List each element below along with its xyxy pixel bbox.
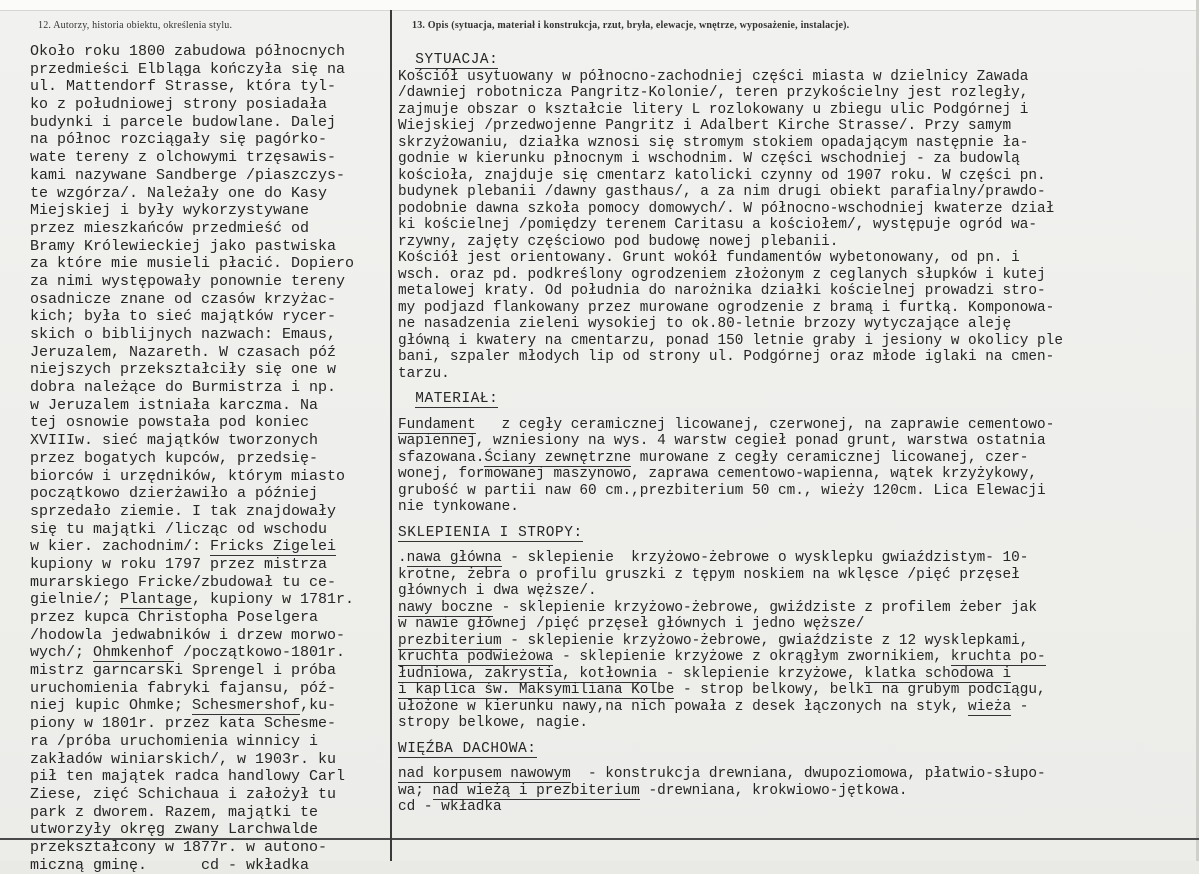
- text-segment: bani, szpaler młodych lip od strony ul. Podgórnej oraz młode iglaki na cmen-: [398, 349, 1055, 365]
- text-segment: Ziese, zięć Schichaua i założył tu: [30, 785, 337, 803]
- text-line: [30, 521, 388, 539]
- text-segment: - sklepienie krzyżowe z okrągłym zwornikiem,: [553, 649, 951, 665]
- text-segment: Około roku 1800 zabudowa północnych: [30, 43, 346, 60]
- text-segment: -drewniana, krokwiowo-jętkowa.: [639, 782, 908, 799]
- text-line: [398, 349, 1194, 366]
- paper-top-edge: [0, 0, 1199, 11]
- text-segment: wonej, formowanej maszynowo, zaprawa cementowo-wapienna, wątek krzyżykowy,: [398, 466, 1038, 482]
- text-segment: [398, 391, 415, 407]
- text-line: [30, 114, 388, 132]
- underlined-term: nawy boczne: [398, 599, 493, 616]
- text-line: [398, 583, 1194, 600]
- section-header-12: 12. Autorzy, historia obiektu, określenia stylu.: [38, 20, 233, 31]
- line-gap: [398, 757, 1194, 766]
- text-segment: za które mie musieli płacić. Dopiero: [30, 255, 355, 273]
- text-segment: na północ rozciągały się pagórko-: [30, 131, 328, 149]
- line-gap: [398, 541, 1194, 550]
- text-line: [398, 666, 1194, 683]
- text-segment: - sklepienie krzyżowo-żebrowe o wysklepku gwiaździstym- 10-: [501, 550, 1029, 566]
- text-line: [398, 600, 1194, 617]
- text-line: [398, 300, 1194, 317]
- text-segment: wate tereny z olchowymi trzęsawis-: [30, 149, 337, 167]
- text-segment: mistrz garncarski Sprengel i próba: [30, 662, 337, 680]
- text-segment: Wiejskiej /przedwojenne Pangritz i Adalbert Kirche Strasse/. Przy samym: [398, 118, 1012, 134]
- text-segment: krotne, żebra o profilu gruszki z tępym noskiem na wklęsce /pięć przęseł: [398, 566, 1020, 583]
- text-line: [30, 627, 388, 645]
- text-line: [30, 96, 388, 114]
- text-segment: nie tynkowane.: [398, 499, 519, 515]
- underlined-term: nawa główna: [406, 550, 502, 566]
- text-line: [398, 234, 1194, 251]
- text-line: [398, 69, 1194, 86]
- text-line: [30, 432, 388, 450]
- text-segment: grubość w partii naw 60 cm.,prezbiterium 50 cm., wieży 120cm. Lica Elewacji: [398, 482, 1046, 499]
- text-line: [398, 433, 1194, 450]
- text-line: [30, 768, 388, 786]
- text-segment: za nimi występowały ponownie tereny: [30, 272, 346, 290]
- underlined-term: Ściany zewnętrzne: [484, 449, 632, 466]
- text-line: [398, 333, 1194, 350]
- text-segment: sfazowana.: [398, 449, 485, 466]
- text-segment: - sklepienie krzyżowo-żebrowe, gwiździste z profilem żeber jak: [493, 599, 1038, 616]
- text-line: [30, 167, 388, 185]
- text-segment: /dawniej robotnicza Pangritz-Kolonie/, teren przykościelny jest rozległy,: [398, 85, 1029, 101]
- underlined-term: klatka schodowa i: [864, 665, 1012, 682]
- text-segment: tej osnowie powstała pod koniec: [30, 414, 310, 432]
- text-line: [30, 255, 388, 273]
- text-line: [30, 503, 388, 521]
- text-segment: sprzedało ziemie. I tak znajdowały: [30, 502, 337, 520]
- text-segment: Miejskiej i były wykorzystywane: [30, 202, 310, 220]
- text-line: [30, 344, 388, 362]
- text-segment: skich o biblijnych nazwach: Emaus,: [30, 326, 337, 343]
- description-column: [398, 52, 1194, 816]
- line-gap: [398, 382, 1194, 391]
- text-line: [398, 151, 1194, 168]
- text-segment: - sklepienie krzyżowo-żebrowe, gwiaździste z 12 wysklepkami,: [501, 632, 1029, 649]
- text-segment: skrzyżowaniu, działka wznosi się stromym stokiem opadającym następnie ła-: [398, 134, 1029, 151]
- text-line: [30, 839, 388, 857]
- text-segment: przez kupca Christopha Poselgera: [30, 609, 319, 626]
- text-line: [398, 741, 1194, 758]
- text-segment: -: [1011, 698, 1029, 715]
- text-line: [30, 609, 388, 627]
- text-segment: ul. Mattendorf Strasse, która tyl-: [30, 78, 337, 96]
- text-line: [398, 135, 1194, 152]
- text-segment: ,ku-: [300, 697, 337, 715]
- underlined-term: Ohmkenhof: [93, 644, 175, 662]
- text-line: [30, 185, 388, 203]
- text-segment: początkowo dzierżawiło a później: [30, 485, 319, 503]
- underlined-term: kruchta po-: [950, 649, 1046, 665]
- text-segment: zakładów winiarskich/, w 1903r. ku: [30, 750, 337, 768]
- text-segment: budynek plebanii /dawny gasthaus/, a za nim drugi obiekt parafialny/prawdo-: [398, 184, 1046, 200]
- text-segment: ułożone w kierunku nawy,na nich powała z desek łączonych na styk,: [398, 698, 968, 715]
- text-line: [398, 366, 1194, 383]
- text-line: [398, 783, 1194, 800]
- underlined-term: łudniowa, zakrystia, kotłownia: [398, 665, 658, 682]
- underlined-term: i kaplica św. Maksymiliana Kolbe: [398, 682, 675, 698]
- text-segment: kich; była to sieć majątków rycer-: [30, 308, 337, 326]
- text-segment: niejszych przekształciły się one w: [30, 361, 337, 379]
- text-segment: główną i kwatery na cmentarzu, ponad 150 letnie graby i jesiony w okolicy ple: [398, 332, 1063, 349]
- text-line: [398, 250, 1194, 267]
- text-segment: miczną gminę. cd - wkładka: [30, 856, 310, 874]
- text-line: [30, 574, 388, 592]
- text-line: [398, 483, 1194, 500]
- text-segment: przez mieszkańców przedmieść od: [30, 219, 310, 237]
- text-line: [398, 118, 1194, 135]
- text-line: [30, 857, 388, 874]
- section-heading: SKLEPIENIA I STROPY:: [398, 524, 583, 541]
- underlined-term: Plantage: [120, 591, 193, 609]
- text-segment: w Jeruzalem istniała karczma. Na: [30, 396, 319, 414]
- text-segment: /hodowla jedwabników i drzew morwo-: [30, 626, 346, 644]
- text-line: [398, 316, 1194, 333]
- text-segment: gielnie/;: [30, 591, 121, 609]
- text-segment: uruchomienia fabryki fajansu, póź-: [30, 679, 337, 697]
- text-line: [30, 149, 388, 167]
- line-gap: [398, 732, 1194, 741]
- text-segment: ne nasadzenia zieleni wysokiej to ok.80-letnie brzozy wytyczające aleję: [398, 316, 1012, 332]
- text-line: [30, 715, 388, 733]
- text-line: [398, 633, 1194, 650]
- text-segment: XVIIIw. sieć majątków tworzonych: [30, 432, 319, 450]
- text-line: [30, 556, 388, 574]
- text-segment: park z dworem. Razem, majątki te: [30, 803, 319, 821]
- text-segment: murowane z cegły ceramicznej licowanej, czer-: [631, 449, 1029, 466]
- text-line: [398, 525, 1194, 542]
- text-line: [30, 326, 388, 344]
- text-segment: murarskiego Fricke/zbudował tu ce-: [30, 573, 337, 591]
- text-line: [30, 220, 388, 238]
- underlined-term: nad wieżą i prezbiterium: [432, 782, 640, 799]
- text-line: [30, 804, 388, 822]
- text-line: [30, 680, 388, 698]
- text-segment: wapiennej, wzniesiony na wys. 4 warstw cegieł ponad grunt, warstwa ostatnia: [398, 433, 1046, 449]
- text-line: [398, 217, 1194, 234]
- text-segment: przedmieści Elbląga kończyła się na: [30, 60, 346, 78]
- text-segment: [398, 52, 415, 68]
- text-segment: biorców i urzędników, którym miasto: [30, 467, 346, 485]
- text-segment: Jeruzalem, Nazareth. W czasach póź: [30, 343, 337, 361]
- text-segment: kami nazywane Sandberge /piaszczys-: [30, 166, 346, 184]
- text-segment: wych/;: [30, 644, 94, 662]
- text-line: [30, 468, 388, 486]
- section-heading: WIĘŹBA DACHOWA:: [398, 740, 537, 757]
- text-line: [398, 201, 1194, 218]
- text-line: [30, 733, 388, 751]
- text-segment: kupiony w roku 1797 przez mistrza: [30, 555, 328, 573]
- text-segment: - konstrukcja drewniana, dwupoziomowa, płatwio-słupo-: [570, 766, 1046, 782]
- text-segment: wa;: [398, 782, 433, 799]
- text-line: [398, 616, 1194, 633]
- text-segment: głównych i dwa węższe/.: [398, 583, 597, 599]
- text-line: [30, 379, 388, 397]
- text-line: [398, 715, 1194, 732]
- text-segment: przekształcony w 1877r. w autono-: [30, 838, 328, 856]
- text-segment: osadnicze znane od czasów krzyżac-: [30, 290, 337, 308]
- text-line: [398, 168, 1194, 185]
- text-line: [30, 485, 388, 503]
- underlined-term: kruchta podwieżowa: [398, 649, 554, 665]
- text-line: [398, 391, 1194, 408]
- text-line: [30, 238, 388, 256]
- text-line: [30, 202, 388, 220]
- text-line: [398, 52, 1194, 69]
- text-segment: .: [398, 550, 407, 566]
- text-segment: godnie w kierunku płnocnym i wschodnim. W części wschodniej - za budowlą: [398, 151, 1020, 167]
- text-segment: ko z południowej strony posiadała: [30, 96, 328, 114]
- text-segment: ra /próba uruchomienia winnicy i: [30, 732, 319, 750]
- text-line: [398, 766, 1194, 783]
- text-segment: Kościół usytuowany w północno-zachodniej części miasta w dzielnicy Zawada: [398, 68, 1029, 85]
- underlined-term: nad korpusem nawowym: [398, 766, 571, 782]
- text-segment: w kier. zachodnim/:: [30, 538, 211, 556]
- text-line: [30, 591, 388, 609]
- line-gap: [398, 408, 1194, 417]
- text-line: [398, 184, 1194, 201]
- text-line: [30, 450, 388, 468]
- text-line: [398, 283, 1194, 300]
- text-segment: piony w 1801r. przez kata Schesme-: [30, 715, 337, 733]
- text-line: [398, 466, 1194, 483]
- text-line: [398, 682, 1194, 699]
- text-segment: niej kupic Ohmke;: [30, 697, 193, 715]
- text-line: [398, 567, 1194, 584]
- text-line: [30, 273, 388, 291]
- text-segment: te wzgórza/. Należały one do Kasy: [30, 184, 328, 202]
- text-segment: się tu majątki /licząc od wschodu: [30, 520, 328, 538]
- text-segment: , kupiony w 1781r.: [192, 591, 355, 609]
- text-segment: dobra należące do Burmistrza i np.: [30, 379, 337, 397]
- history-column: [30, 43, 388, 874]
- text-segment: rzywny, zajęty częściowo pod budowę nowej plebanii.: [398, 233, 839, 250]
- text-line: [30, 414, 388, 432]
- column-divider: [390, 10, 392, 861]
- text-segment: /początkowo-1801r.: [174, 644, 346, 662]
- text-line: [398, 649, 1194, 666]
- text-segment: stropy belkowe, nagie.: [398, 715, 588, 731]
- text-line: [398, 450, 1194, 467]
- text-segment: - strop belkowy, belki na grubym podciągu,: [674, 682, 1046, 698]
- text-line: [398, 499, 1194, 516]
- text-line: [30, 361, 388, 379]
- line-gap: [398, 516, 1194, 525]
- text-line: [30, 291, 388, 309]
- text-segment: utworzyły okręg zwany Larchwalde: [30, 821, 319, 839]
- text-segment: z cegły ceramicznej licowanej, czerwonej, na zaprawie cementowo-: [475, 416, 1055, 433]
- text-segment: tarzu.: [398, 365, 450, 382]
- text-line: [398, 85, 1194, 102]
- text-line: [398, 699, 1194, 716]
- text-segment: cd - wkładka: [398, 799, 502, 815]
- text-line: [30, 131, 388, 149]
- underlined-term: Fundament: [398, 416, 476, 433]
- text-line: [398, 102, 1194, 119]
- text-line: [30, 821, 388, 839]
- text-line: [30, 397, 388, 415]
- text-segment: ki kościelnej /pomiędzy terenem Caritasu a kościołem/, występuje ogród wa-: [398, 217, 1038, 233]
- text-segment: zajmuje obszar o kształcie litery L rozlokowany u zbiegu ulic Podgórnej i: [398, 101, 1029, 118]
- text-line: [30, 61, 388, 79]
- text-line: [30, 538, 388, 556]
- text-line: [398, 417, 1194, 434]
- text-line: [30, 78, 388, 96]
- underlined-term: prezbiterium: [398, 632, 502, 649]
- text-line: [398, 799, 1194, 816]
- text-segment: Kościół jest orientowany. Grunt wokół fundamentów wybetonowany, od pn. i: [398, 250, 1020, 266]
- text-segment: kościoła, znajduje się cmentarz katolicki czynny od 1907 roku. W części pn.: [398, 167, 1046, 184]
- text-segment: pił ten majątek radca handlowy Carl: [30, 768, 346, 786]
- text-segment: podobnie dawna szkoła pomocy domowych/. W północno-wschodniej kwaterze dział: [398, 200, 1055, 217]
- underlined-term: wieża: [967, 698, 1012, 715]
- text-segment: wsch. oraz pd. podkreślony ogrodzeniem złożonym z ceglanych słupków i kutej: [398, 266, 1046, 283]
- section-heading: SYTUACJA:: [415, 52, 499, 68]
- section-header-13: 13. Opis (sytuacja, materiał i konstrukcja, rzut, bryła, elewacje, wnętrze, wyposażenie, instalacje).: [412, 20, 850, 31]
- text-line: [30, 697, 388, 715]
- text-segment: - sklepienie krzyżowe,: [657, 665, 865, 682]
- text-line: [30, 43, 388, 61]
- text-line: [30, 644, 388, 662]
- text-line: [30, 786, 388, 804]
- text-segment: budynki i parcele budowlane. Dalej: [30, 113, 337, 131]
- text-line: [398, 550, 1194, 567]
- underlined-term: Fricks Zigelei: [210, 538, 337, 556]
- text-line: [398, 267, 1194, 284]
- text-segment: my podjazd flankowany przez murowane ogrodzenie z bramą i furtką. Komponowa-: [398, 299, 1055, 316]
- text-line: [30, 308, 388, 326]
- text-line: [30, 662, 388, 680]
- section-heading: MATERIAŁ:: [415, 391, 499, 407]
- text-segment: metalowej kraty. Od południa do narożnika działki kościelnej prowadzi stro-: [398, 283, 1046, 299]
- text-segment: przez bogatych kupców, przedsię-: [30, 449, 319, 467]
- text-line: [30, 751, 388, 769]
- text-segment: Bramy Królewieckiej jako pastwiska: [30, 237, 337, 255]
- underlined-term: Schesmershof: [192, 697, 301, 715]
- text-segment: w nawie głównej /pięć przęseł głównych i jedno węższe/: [398, 616, 865, 632]
